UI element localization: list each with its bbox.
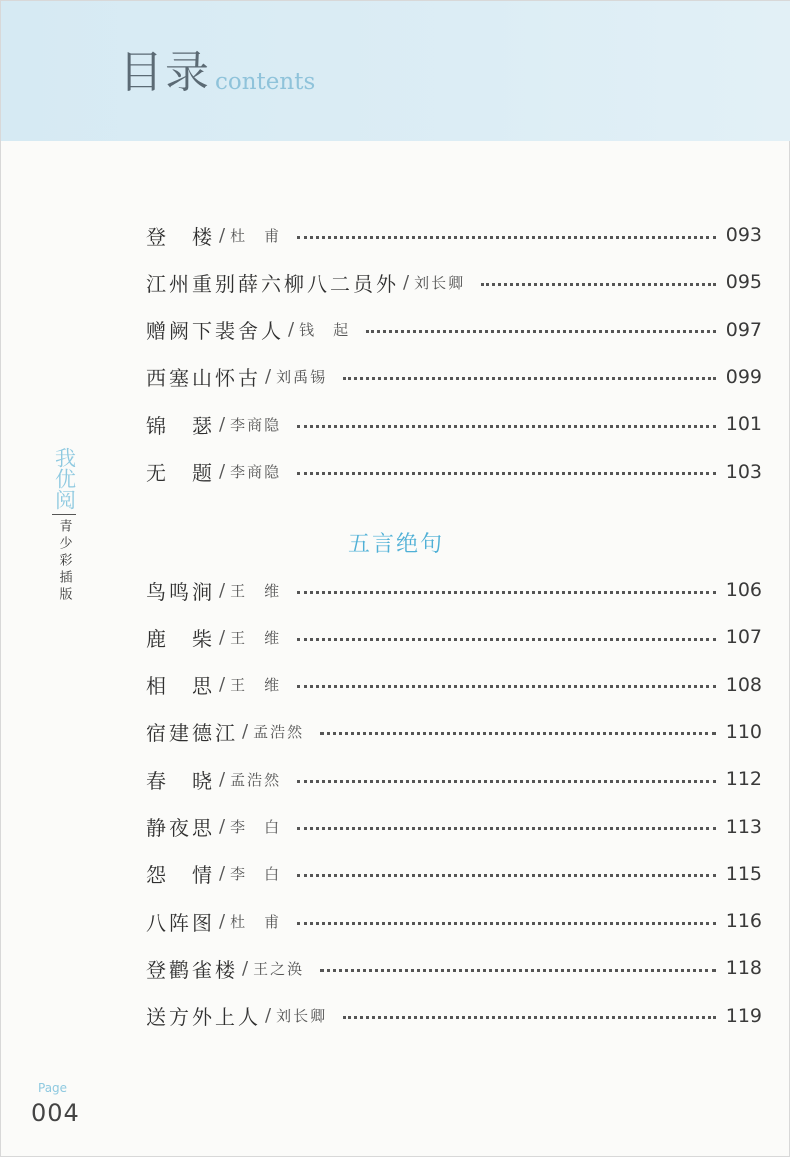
page-ref: 103 <box>725 460 762 483</box>
poet-name: 刘禹锡 <box>276 368 328 387</box>
poem-title: 鹿 柴 <box>146 626 215 651</box>
poem-title: 春 晓 <box>146 768 215 793</box>
dot-leader <box>481 283 716 286</box>
poem-title: 西塞山怀古 <box>146 366 261 391</box>
separator-slash: / <box>219 910 226 932</box>
separator-slash: / <box>265 366 272 388</box>
page-subtitle: contents <box>215 69 316 95</box>
dot-leader <box>297 827 716 830</box>
separator-slash: / <box>219 461 226 482</box>
toc-entry[interactable] <box>146 906 762 936</box>
separator-slash: / <box>288 319 295 341</box>
page-ref: 097 <box>725 318 762 341</box>
poet-name: 李 白 <box>230 865 282 884</box>
page-ref: 095 <box>725 271 762 294</box>
separator-slash: / <box>219 863 226 885</box>
dot-leader <box>366 330 716 333</box>
header-band <box>1 1 790 141</box>
poet-name: 王 维 <box>230 676 282 695</box>
dot-leader <box>297 874 716 877</box>
separator-slash: / <box>219 626 226 648</box>
edition-label: 青少彩插版 <box>56 519 72 604</box>
toc-entry[interactable] <box>146 717 762 747</box>
poet-name: 李商隐 <box>230 463 282 481</box>
poem-title: 登鹳雀楼 <box>146 957 238 982</box>
poet-name: 王之涣 <box>253 959 305 978</box>
toc-entry[interactable] <box>146 1001 762 1031</box>
separator-slash: / <box>219 224 226 246</box>
poet-name: 王 维 <box>230 628 282 647</box>
page-number: 004 <box>31 1099 80 1127</box>
poet-name: 杜 甫 <box>230 226 282 245</box>
poet-name: 杜 甫 <box>230 912 282 931</box>
toc-entry[interactable] <box>146 220 762 250</box>
page-ref: 108 <box>725 673 762 696</box>
separator-slash: / <box>219 674 226 696</box>
dot-leader <box>320 969 716 972</box>
poet-name: 刘长卿 <box>276 1007 328 1026</box>
page-ref: 107 <box>725 626 762 649</box>
toc-entry[interactable] <box>146 622 762 652</box>
toc-entry[interactable] <box>146 267 762 297</box>
dot-leader <box>297 685 716 688</box>
dot-leader <box>320 732 716 735</box>
toc-entry[interactable] <box>146 812 762 842</box>
separator-slash: / <box>242 721 249 743</box>
page-label: Page <box>38 1081 68 1095</box>
poem-title: 登 楼 <box>146 224 215 249</box>
dot-leader <box>343 1016 716 1019</box>
page-ref: 115 <box>725 862 762 885</box>
page-ref: 093 <box>725 224 762 246</box>
dot-leader <box>297 780 716 783</box>
poet-name: 李 白 <box>230 818 282 836</box>
poem-title: 锦 瑟 <box>146 413 215 438</box>
poet-name: 孟浩然 <box>230 770 282 789</box>
separator-slash: / <box>403 271 410 293</box>
poet-name: 王 维 <box>230 581 282 600</box>
page-ref: 118 <box>725 957 762 980</box>
toc-entry[interactable] <box>146 409 762 439</box>
poem-title: 怨 情 <box>146 863 215 888</box>
separator-slash: / <box>242 957 249 979</box>
dot-leader <box>297 472 716 475</box>
toc-entry[interactable] <box>146 315 762 345</box>
separator-slash: / <box>219 579 226 601</box>
dot-leader <box>297 425 716 428</box>
toc-entry[interactable] <box>146 457 762 487</box>
page-ref: 116 <box>725 910 762 933</box>
poem-title: 静夜思 <box>146 816 215 840</box>
page-ref: 099 <box>725 365 762 388</box>
page-title: 目录 <box>119 47 211 98</box>
section-title: 五言绝句 <box>347 532 444 557</box>
poem-title: 送方外上人 <box>146 1005 261 1030</box>
separator-slash: / <box>219 816 226 837</box>
separator-slash: / <box>219 413 226 435</box>
separator-slash: / <box>265 1005 272 1027</box>
toc-entry[interactable] <box>146 575 762 605</box>
dot-leader <box>297 922 716 925</box>
dot-leader <box>297 591 716 594</box>
toc-entry[interactable] <box>146 953 762 983</box>
poet-name: 李商隐 <box>230 415 282 434</box>
poet-name: 孟浩然 <box>253 723 305 742</box>
page-ref: 106 <box>725 579 762 601</box>
dot-leader <box>297 638 716 641</box>
poet-name: 钱 起 <box>299 321 351 340</box>
page-ref: 110 <box>725 720 762 743</box>
poem-title: 无 题 <box>146 461 215 485</box>
sidebar-divider <box>52 514 76 515</box>
poem-title: 宿建德江 <box>146 721 238 746</box>
poem-title: 相 思 <box>146 674 215 699</box>
series-name: 我优阅 <box>52 447 77 510</box>
toc-entry[interactable] <box>146 670 762 700</box>
toc-entry[interactable] <box>146 764 762 794</box>
page-ref: 113 <box>725 815 762 838</box>
poem-title: 赠阙下裴舍人 <box>146 319 284 344</box>
poet-name: 刘长卿 <box>414 273 466 292</box>
separator-slash: / <box>219 768 226 790</box>
toc-entry[interactable] <box>146 362 762 392</box>
poem-title: 江州重别薛六柳八二员外 <box>146 271 399 296</box>
poem-title: 八阵图 <box>146 910 215 935</box>
dot-leader <box>343 377 716 380</box>
dot-leader <box>297 236 716 239</box>
poem-title: 鸟鸣涧 <box>146 579 215 604</box>
page-ref: 112 <box>725 768 762 791</box>
page-ref: 119 <box>725 1004 762 1027</box>
series-sidebar <box>47 447 81 604</box>
toc-entry[interactable] <box>146 859 762 889</box>
page-ref: 101 <box>725 413 762 436</box>
